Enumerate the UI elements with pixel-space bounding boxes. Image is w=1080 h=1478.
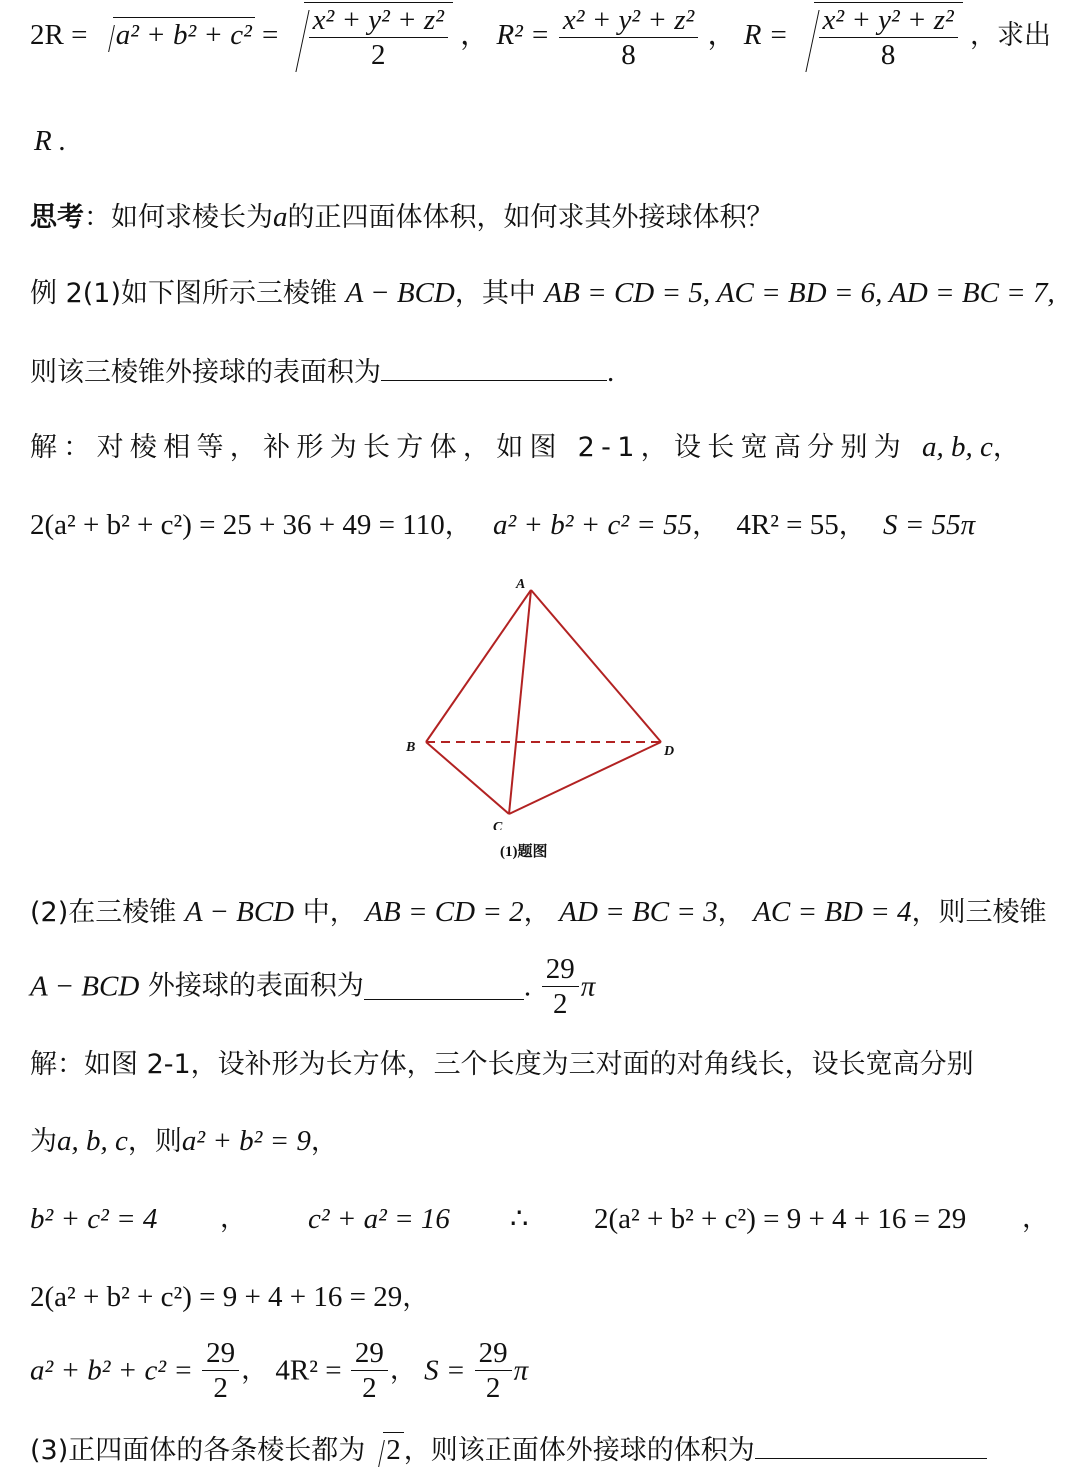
think-text-after: 的正四面体体积，如何求其外接球体积？	[287, 202, 774, 233]
sol1-eq2: a² + b² + c² = 55	[492, 509, 693, 541]
ex22-mid: 中，	[302, 897, 357, 928]
therefore-sign: ∴	[510, 1203, 529, 1235]
ex22-answer-den: 2	[552, 988, 568, 1020]
ex22-pyramid: A − BCD	[184, 896, 295, 928]
ex22-answer-num: 29	[542, 952, 579, 987]
formula-tail: ，求出	[970, 20, 1052, 52]
equals-sign: =	[262, 19, 286, 52]
ex22-c3: AC = BD = 4	[753, 896, 912, 928]
sqrt-abc	[95, 17, 255, 52]
label-b: B	[406, 740, 416, 755]
sol2-f-s: S =	[424, 1354, 473, 1387]
label-d: D	[664, 744, 675, 759]
solution-1-equations: 2(a² + b² + c²) = 25 + 36 + 49 = 110， a² + b² + c² = 55， 4R² = 55， S = 55π	[30, 509, 976, 541]
ex21-prefix: 例 2(1)如下图所示三棱锥	[30, 278, 338, 309]
sol2-eq-ca: c² + a² = 16	[308, 1203, 450, 1235]
frac2	[559, 3, 698, 72]
frac3-num: x² + y² + z²	[819, 3, 958, 38]
sqrt-frac1	[286, 2, 453, 72]
label-c: C	[493, 820, 503, 830]
sol2-frac2-den: 2	[362, 1372, 377, 1404]
example-2-1-question	[30, 354, 614, 390]
ex21-line2: 则该三棱锥外接球的表面积为	[30, 357, 381, 388]
think-label: 思考	[30, 202, 84, 233]
sol2-line2-mid: ，则	[127, 1126, 182, 1157]
answer-blank-1[interactable]	[381, 354, 607, 381]
example-2-2: (2)在三棱锥 A − BCD 中， AB = CD = 2， AD = BC = 3， AC = BD = 4，则三棱锥	[30, 896, 1047, 928]
edge-cd	[509, 742, 661, 814]
frac3	[819, 3, 958, 72]
r2-lhs: R² =	[496, 19, 557, 52]
answer-blank-2[interactable]	[364, 973, 524, 1000]
frac1-num: x² + y² + z²	[309, 3, 448, 38]
tetrahedron-figure	[390, 570, 700, 830]
sol2-f-pi: π	[513, 1354, 529, 1387]
sol2-frac2-num: 29	[351, 1336, 388, 1371]
ex22-tail: ，则三棱锥	[911, 897, 1047, 928]
example-2-3	[30, 1432, 987, 1468]
sol2-f-4r: 4R² =	[275, 1354, 349, 1387]
sqrt-two-content: 2	[383, 1432, 404, 1467]
frac2-num: x² + y² + z²	[559, 3, 698, 38]
ex22-line2-prefix: A − BCD	[30, 970, 140, 1003]
sol2-eq-sum2: 2(a² + b² + c²) = 9 + 4 + 16 = 29	[30, 1281, 403, 1313]
sol1-eq1: 2(a² + b² + c²) = 25 + 36 + 49 = 110	[30, 509, 445, 541]
sol2-frac1	[202, 1336, 239, 1405]
example-2-1	[30, 276, 1055, 311]
sol2-eq-bc: b² + c² = 4	[30, 1203, 158, 1235]
ex21-conditions: AB = CD = 5, AC = BD = 6, AD = BC = 7,	[544, 277, 1055, 309]
ex22-prefix: (2)在三棱锥	[30, 897, 177, 928]
top-formula	[30, 2, 1051, 72]
ex21-pyramid: A − BCD	[345, 277, 455, 309]
sol2-frac2	[351, 1336, 388, 1405]
ex22-answer-pi: π	[580, 970, 596, 1003]
ex21-mid: ，其中	[454, 278, 536, 309]
sol2-frac1-den: 2	[213, 1372, 228, 1404]
sol2-frac3-den: 2	[485, 1372, 501, 1404]
sol2-line2-prefix: 为	[30, 1126, 57, 1157]
answer-blank-3[interactable]	[755, 1432, 987, 1459]
example-2-2-question: A − BCD 外接球的表面积为 . $\frac{29}{2}$ π	[30, 953, 596, 1020]
sol1-comma: ，	[992, 432, 1027, 463]
sol2-line2-vars: a, b, c	[57, 1125, 128, 1157]
ex22-answer-frac	[542, 952, 579, 1021]
solution-2-line2: 为a, b, c，则a² + b² = 9，	[30, 1125, 338, 1157]
sqrt-two	[365, 1432, 404, 1467]
sol1-vars: a, b, c	[921, 431, 993, 463]
edge-ac	[509, 590, 531, 814]
think-question	[30, 200, 774, 235]
ex22-line2-text: 外接球的表面积为	[147, 970, 364, 1002]
solution-1-intro	[30, 430, 1026, 465]
ex22-c2: AD = BC = 3	[559, 896, 718, 928]
sol1-text: 解：对棱相等，补形为长方体，如图 2-1，设长宽高分别为	[30, 432, 908, 463]
line-r	[34, 124, 66, 158]
sol2-frac3-num: 29	[475, 1336, 512, 1371]
edge-ad	[531, 590, 661, 742]
solution-2-line4: 2(a² + b² + c²) = 9 + 4 + 16 = 29，	[30, 1281, 430, 1313]
formula-2r: 2R =	[30, 19, 95, 52]
figure-caption: (1)题图	[500, 844, 548, 860]
ex22-c1: AB = CD = 2	[365, 896, 524, 928]
solution-2-line1	[30, 1048, 974, 1082]
sol1-eq4: S = 55π	[883, 509, 976, 541]
frac1	[309, 3, 448, 72]
sqrt-abc-content: a² + b² + c²	[113, 17, 255, 52]
edge-ab	[426, 590, 531, 742]
frac3-den: 8	[880, 39, 896, 71]
think-var: a	[273, 201, 288, 233]
sol2-line1: 解：如图 2-1，设补形为长方体，三个长度为三对面的对角线长，设长宽高分别	[30, 1049, 974, 1080]
sep2: ，	[707, 19, 737, 52]
frac2-den: 8	[621, 39, 636, 71]
sol2-f-lhs: a² + b² + c² =	[30, 1354, 201, 1387]
sol2-eq-sum: 2(a² + b² + c²) = 9 + 4 + 16 = 29	[594, 1203, 967, 1235]
label-a: A	[516, 577, 526, 592]
sep1: ，	[460, 19, 490, 52]
sol2-frac3	[475, 1336, 512, 1405]
line-r-text: R .	[34, 125, 67, 157]
ex21-period: .	[607, 356, 615, 388]
r-lhs: R =	[743, 19, 796, 52]
solution-2-line5: a² + b² + c² = $\frac{29}{2}$ ， 4R² = $\frac{29}{2}$ ， S = $\frac{29}{2}$ π	[30, 1337, 529, 1404]
edge-bc	[426, 742, 509, 814]
sqrt-frac3	[796, 2, 963, 72]
sol1-eq3: 4R² = 55	[736, 509, 839, 541]
ex23-prefix: (3)正四面体的各条棱长都为	[30, 1435, 366, 1466]
think-text-before: ：如何求棱长为	[84, 202, 273, 233]
sol2-frac1-num: 29	[202, 1336, 239, 1371]
ex23-tail: ，则该正面体外接球的体积为	[403, 1435, 755, 1466]
sol2-line2-eq: a² + b² = 9	[181, 1125, 311, 1157]
frac1-den: 2	[371, 39, 386, 71]
